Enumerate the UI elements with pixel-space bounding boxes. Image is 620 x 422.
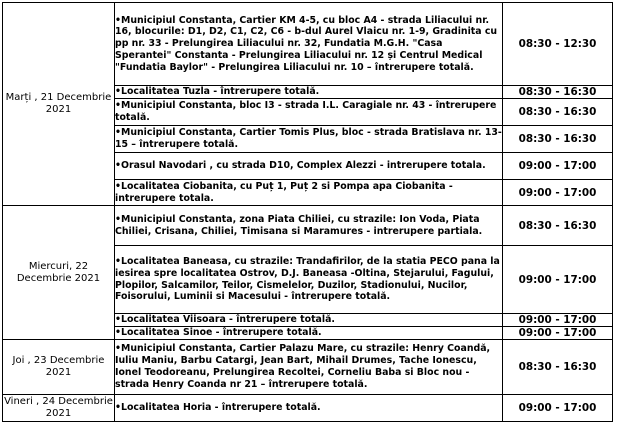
outage-time: 08:30 - 16:30: [503, 99, 613, 126]
day-label: Marți , 21 Decembrie 2021: [5, 92, 112, 115]
outage-time: 08:30 - 16:30: [503, 206, 613, 246]
day-cell-wednesday: [3, 206, 115, 340]
outage-description: •Municipiul Constanta, Cartier Tomis Plus, bloc - strada Bratislava nr. 13-15 – întrerupere totală.: [115, 126, 503, 153]
outage-description: •Municipiul Constanta, zona Piata Chiliei, cu strazile: Ion Voda, Piata Chiliei, Crisana, Chiliei, Timisana si Maramures - intrerupere partiala.: [115, 206, 503, 246]
table-row: [3, 206, 613, 246]
table-row: [3, 3, 613, 86]
outage-schedule-table: [2, 2, 613, 422]
outage-description: •Localitatea Ciobanita, cu Puț 1, Puț 2 si Pompa apa Ciobanita - intrerupere totala.: [115, 180, 503, 206]
outage-time: 09:00 - 17:00: [503, 314, 613, 327]
outage-description: •Municipiul Constanta, Cartier KM 4-5, cu bloc A4 - strada Liliacului nr. 16, blocurile: D1, D2, C1, C2, C6 - b-dul Aurel Vlaicu nr. 1-9, Gradinita cu pp nr. 33 - Prelungirea Liliacului nr. 32, Fundatia M.G.H. "Casa Sperantei" Constanta - Prelungirea Liliacului nr. 12 și Centrul Medical "Fundatia Baylor" - Prelungirea Liliacului nr. 10 – întrerupere totală.: [115, 3, 503, 86]
day-label: Joi , 23 Decembrie 2021: [12, 355, 105, 378]
outage-description: •Localitatea Baneasa, cu strazile: Trandafirilor, de la statia PECO pana la iesirea spre localitatea Ostrov, D.J. Baneasa -Oltina, Stejarului, Fagului, Plopilor, Salcamilor, Teilor, Cismelelor, Duzilor, Stadionului, Nucilor, Foisorului, Luminii si Macesului - întrerupere totală.: [115, 246, 503, 314]
outage-description: •Municipiul Constanta, bloc I3 - strada I.L. Caragiale nr. 43 - întrerupere totală.: [115, 99, 503, 126]
outage-description: •Localitatea Sinoe - întrerupere totală.: [115, 327, 503, 340]
day-cell-friday: [3, 395, 115, 422]
day-label: Miercuri, 22 Decembrie 2021: [16, 260, 101, 284]
table-row: [3, 340, 613, 395]
outage-time: 09:00 - 17:00: [503, 180, 613, 206]
outage-time: 09:00 - 17:00: [503, 246, 613, 314]
outage-time: 09:00 - 17:00: [503, 395, 613, 422]
outage-time: 09:00 - 17:00: [503, 153, 613, 180]
outage-time: 09:00 - 17:00: [503, 327, 613, 340]
outage-description: •Localitatea Viisoara - întrerupere totală.: [115, 314, 503, 327]
outage-time: 08:30 - 16:30: [503, 126, 613, 153]
day-label: Vineri , 24 Decembrie 2021: [4, 396, 113, 419]
outage-description: •Localitatea Horia - întrerupere totală.: [115, 395, 503, 422]
outage-time: 08:30 - 16:30: [503, 340, 613, 395]
table-row: [3, 395, 613, 422]
outage-time: 08:30 - 16:30: [503, 86, 613, 99]
outage-description: •Orasul Navodari , cu strada D10, Complex Alezzi - intrerupere totala.: [115, 153, 503, 180]
outage-description: •Localitatea Tuzla - întrerupere totală.: [115, 86, 503, 99]
day-cell-tuesday: [3, 3, 115, 206]
outage-time: 08:30 - 12:30: [503, 3, 613, 86]
day-cell-thursday: [3, 340, 115, 395]
outage-description: •Municipiul Constanta, Cartier Palazu Mare, cu strazile: Henry Coandă, Iuliu Maniu, Barbu Catargi, Jean Bart, Mihail Drumes, Tache Ionescu, Ionel Teodoreanu, Prelungirea Recoltei, Corneliu Baba si Bloc nou - strada Henry Coanda nr 21 – întrerupere totală.: [115, 340, 503, 395]
